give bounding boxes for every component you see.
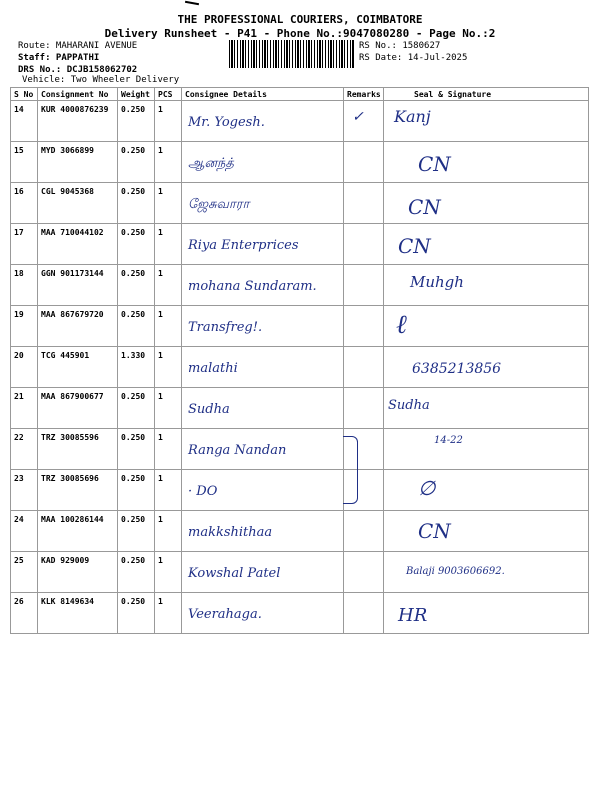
consignee-cell xyxy=(182,429,344,470)
remarks-cell xyxy=(344,265,384,306)
pcs-cell: 1 xyxy=(155,470,182,511)
signature-cell xyxy=(384,429,589,470)
table-row xyxy=(11,142,589,183)
pcs-cell: 1 xyxy=(155,593,182,634)
barcode xyxy=(229,40,354,68)
weight-cell: 0.250 xyxy=(118,511,155,552)
signature: 14-22 xyxy=(434,435,463,446)
remarks-cell xyxy=(344,552,384,593)
handwritten-name: mohana Sundaram. xyxy=(188,279,317,294)
table-row xyxy=(11,388,589,429)
signature: 6385213856 xyxy=(412,361,502,377)
table-row xyxy=(11,101,589,142)
consignment-cell: MAA 867679720 xyxy=(38,306,118,347)
sno-cell: 22 xyxy=(11,429,38,470)
consignment-cell: GGN 901173144 xyxy=(38,265,118,306)
consignment-cell: KAD 929009 xyxy=(38,552,118,593)
vehicle-label: Vehicle: Two Wheeler Delivery xyxy=(22,75,180,85)
remarks-cell xyxy=(344,142,384,183)
weight-cell: 0.250 xyxy=(118,470,155,511)
column-header: Remarks xyxy=(344,88,384,101)
sno-cell: 14 xyxy=(11,101,38,142)
weight-cell: 0.250 xyxy=(118,552,155,593)
column-header: S No xyxy=(11,88,38,101)
column-header: Weight xyxy=(118,88,155,101)
signature-cell xyxy=(384,306,589,347)
signature-cell xyxy=(384,388,589,429)
weight-cell: 0.250 xyxy=(118,388,155,429)
signature-cell xyxy=(384,265,589,306)
consignment-cell: TCG 445901 xyxy=(38,347,118,388)
weight-cell: 0.250 xyxy=(118,224,155,265)
consignee-cell xyxy=(182,470,344,511)
sno-cell: 25 xyxy=(11,552,38,593)
handwritten-name: Riya Enterprices xyxy=(188,238,299,253)
consignee-cell xyxy=(182,306,344,347)
sno-cell: 19 xyxy=(11,306,38,347)
table-row xyxy=(11,552,589,593)
signature: ∅ xyxy=(418,476,436,500)
signature-cell xyxy=(384,511,589,552)
pcs-cell: 1 xyxy=(155,388,182,429)
consignee-cell xyxy=(182,265,344,306)
handwritten-name: Ranga Nandan xyxy=(188,443,287,458)
remarks-cell xyxy=(344,347,384,388)
sno-cell: 15 xyxy=(11,142,38,183)
pen-tick-mark xyxy=(185,1,199,5)
handwritten-name: Transfreg!. xyxy=(188,320,263,335)
table-row xyxy=(11,511,589,552)
pcs-cell: 1 xyxy=(155,224,182,265)
signature: Sudha xyxy=(388,398,430,413)
sno-cell: 18 xyxy=(11,265,38,306)
consignee-cell xyxy=(182,511,344,552)
signature-cell xyxy=(384,347,589,388)
signature: Muhgh xyxy=(410,273,464,291)
staff-label: Staff: PAPPATHI xyxy=(18,53,100,63)
consignee-cell xyxy=(182,593,344,634)
handwritten-name: ஆனந்த் xyxy=(188,156,234,171)
signature: Balaji 9003606692. xyxy=(406,566,505,577)
pcs-cell: 1 xyxy=(155,347,182,388)
consignment-cell: CGL 9045368 xyxy=(38,183,118,224)
table-row xyxy=(11,429,589,470)
sno-cell: 16 xyxy=(11,183,38,224)
remarks-cell xyxy=(344,224,384,265)
signature: CN xyxy=(418,152,451,176)
runsheet-subtitle: Delivery Runsheet - P41 - Phone No.:9047080280 - Page No.:2 xyxy=(104,27,496,40)
handwritten-name: makkshithaa xyxy=(188,525,273,540)
weight-cell: 0.250 xyxy=(118,183,155,224)
signature: CN xyxy=(418,519,451,543)
signature: CN xyxy=(398,234,431,258)
company-title: THE PROFESSIONAL COURIERS, COIMBATORE xyxy=(177,13,423,26)
runsheet-table xyxy=(10,87,589,634)
table-row xyxy=(11,183,589,224)
remarks-cell xyxy=(344,306,384,347)
remarks-cell xyxy=(344,101,384,142)
sno-cell: 20 xyxy=(11,347,38,388)
signature: CN xyxy=(408,195,441,219)
remarks-cell xyxy=(344,593,384,634)
signature-cell xyxy=(384,101,589,142)
route-label: Route: MAHARANI AVENUE xyxy=(18,41,138,51)
consignee-cell xyxy=(182,183,344,224)
pcs-cell: 1 xyxy=(155,511,182,552)
pcs-cell: 1 xyxy=(155,183,182,224)
weight-cell: 0.250 xyxy=(118,429,155,470)
weight-cell: 1.330 xyxy=(118,347,155,388)
consignee-cell xyxy=(182,388,344,429)
signature-cell xyxy=(384,224,589,265)
sno-cell: 26 xyxy=(11,593,38,634)
handwritten-bracket xyxy=(343,436,358,504)
signature-cell xyxy=(384,142,589,183)
weight-cell: 0.250 xyxy=(118,265,155,306)
remarks-cell xyxy=(344,511,384,552)
handwritten-name: Veerahaga. xyxy=(188,607,262,622)
consignment-cell: MYD 3066899 xyxy=(38,142,118,183)
pcs-cell: 1 xyxy=(155,101,182,142)
weight-cell: 0.250 xyxy=(118,593,155,634)
pcs-cell: 1 xyxy=(155,306,182,347)
consignee-cell xyxy=(182,552,344,593)
drs-number: DRS No.: DCJB158062702 xyxy=(18,65,138,75)
consignee-cell xyxy=(182,101,344,142)
consignee-cell xyxy=(182,224,344,265)
column-header: Seal & Signature xyxy=(384,88,589,101)
pcs-cell: 1 xyxy=(155,552,182,593)
consignment-cell: KLK 8149634 xyxy=(38,593,118,634)
signature: Kanj xyxy=(394,107,431,126)
remarks-cell xyxy=(344,388,384,429)
signature: ℓ xyxy=(396,310,407,340)
handwritten-name: ஜேசுவாரா xyxy=(188,197,250,212)
handwritten-name: Mr. Yogesh. xyxy=(188,115,265,130)
signature-cell xyxy=(384,470,589,511)
column-header: Consignee Details xyxy=(182,88,344,101)
sno-cell: 24 xyxy=(11,511,38,552)
pcs-cell: 1 xyxy=(155,142,182,183)
weight-cell: 0.250 xyxy=(118,101,155,142)
pcs-cell: 1 xyxy=(155,429,182,470)
pcs-cell: 1 xyxy=(155,265,182,306)
table-row xyxy=(11,593,589,634)
consignee-cell xyxy=(182,142,344,183)
handwritten-name: Sudha xyxy=(188,402,230,417)
consignment-cell: MAA 710044102 xyxy=(38,224,118,265)
rs-date: RS Date: 14-Jul-2025 xyxy=(359,53,468,63)
column-header: Consignment No xyxy=(38,88,118,101)
weight-cell: 0.250 xyxy=(118,142,155,183)
remark-mark: ✓ xyxy=(352,109,364,125)
signature-cell xyxy=(384,183,589,224)
table-header-row xyxy=(11,88,589,101)
consignee-cell xyxy=(182,347,344,388)
table-row xyxy=(11,265,589,306)
signature-cell xyxy=(384,552,589,593)
handwritten-name: · DO xyxy=(188,484,218,499)
signature: HR xyxy=(398,605,428,626)
table-row xyxy=(11,470,589,511)
consignment-cell: MAA 867900677 xyxy=(38,388,118,429)
remarks-cell xyxy=(344,183,384,224)
sno-cell: 17 xyxy=(11,224,38,265)
sno-cell: 21 xyxy=(11,388,38,429)
handwritten-name: malathi xyxy=(188,361,238,376)
column-header: PCS xyxy=(155,88,182,101)
consignment-cell: TRZ 30085596 xyxy=(38,429,118,470)
handwritten-name: Kowshal Patel xyxy=(188,566,281,581)
consignment-cell: TRZ 30085696 xyxy=(38,470,118,511)
table-row xyxy=(11,347,589,388)
consignment-cell: KUR 4000876239 xyxy=(38,101,118,142)
signature-cell xyxy=(384,593,589,634)
sno-cell: 23 xyxy=(11,470,38,511)
rs-number: RS No.: 1580627 xyxy=(359,41,441,51)
consignment-cell: MAA 100286144 xyxy=(38,511,118,552)
weight-cell: 0.250 xyxy=(118,306,155,347)
table-row xyxy=(11,306,589,347)
table-row xyxy=(11,224,589,265)
